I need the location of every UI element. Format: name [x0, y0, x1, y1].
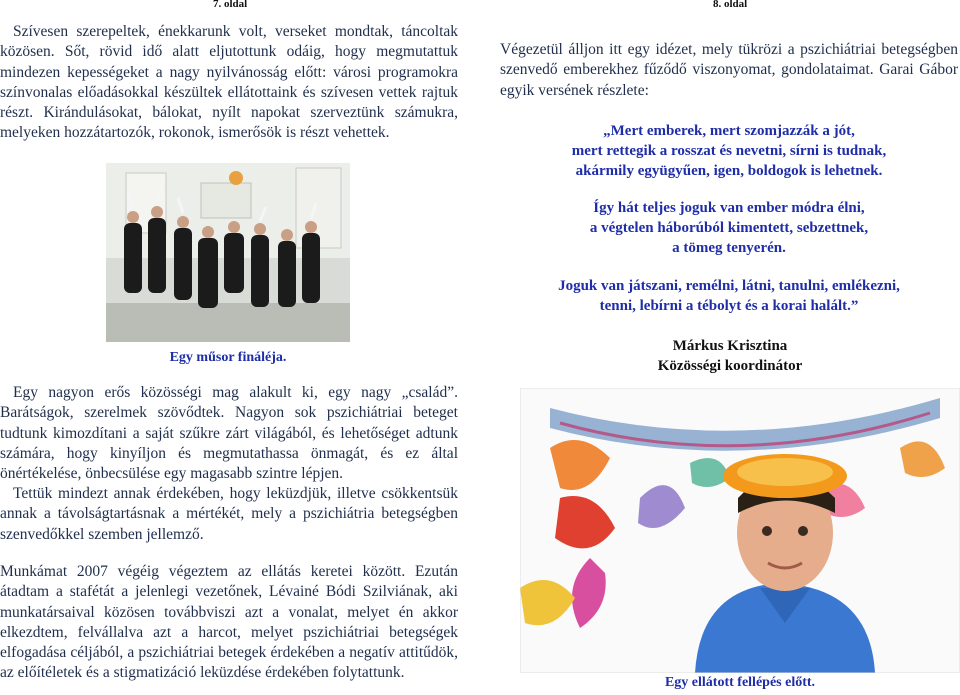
photo-finale [106, 163, 350, 342]
left-paragraph-1: Szívesen szerepeltek, énekkarunk volt, verseket mondtak, táncoltak közösen. Sőt, rövid idő alatt eljutottunk odáig, hogy megmutattuk mindezen kepességeket a nagy nyilvánosság előtt: városi programokra színvonalas előadásokkal készültek ellátottaink és szívesen vettek rajtuk részt. Kirándulásokat, bálokat, nyílt napokat szerveztünk számukra, melyeken hozzátartozók, rokonok, ismerősök is részt vehettek. [0, 23, 458, 142]
signature [580, 336, 880, 376]
poem-line: „Mert emberek, mert szomjazzák a jót, [603, 123, 855, 139]
left-paragraph-4: Munkámat 2007 végéig végeztem az ellátás keretei között. Ezután átadtam a stafétát a jelenlegi vezetőnek, Lévainé Bódi Szilviának, aki munkatársaival közösen továbbviszi azt a vonalat, melyet én akkor elkezdtem, felvállalva azt a harcot, melyet pszichiátriai betegségek elfogadása céljából, a pszichiátriai betegek érdekében a negatív attitűdök, az előítéletek és a stigmatizáció leküzdése érdekében folytattunk. [0, 563, 458, 682]
performer-portrait-image [520, 388, 960, 673]
page-number-right: 8. oldal [713, 0, 748, 10]
poem-line: tenni, lebírni a tébolyt és a korai halált.” [599, 298, 859, 314]
left-paragraph-3: Tettük mindezt annak érdekében, hogy leküzdjük, illetve csökkentsük annak a távolságtartásnak a mértékét, mely a pszichiátria betegségben szenvedőkkel szemben jellemző. [0, 485, 458, 543]
left-paragraph-2: Egy nagyon erős közösségi mag alakult ki, egy nagy „család”. Barátságok, szerelmek szövődtek. Nagyon sok pszichiátriai beteget tudtunk kimozdítani a saját szűkre zárt világából, és lehetőséget adtunk számára, hogy kinyíljon és megmutathassa önmagát, és ez által önértékelése, önbecsülése egy magasabb szintre lépjen. [0, 384, 458, 483]
poem-line: a végtelen háborúból kimentett, sebzettnek, [589, 220, 869, 236]
poem-line: Így hát teljes joguk van ember módra élni, [593, 200, 865, 216]
poem-line: Joguk van játszani, remélni, látni, tanulni, emlékezni, [558, 278, 900, 294]
poem-line: akármily együgyűen, igen, boldogok is lehetnek. [575, 163, 883, 179]
poem-line: mert rettegik a rosszat és nevetni, sírni is tudnak, [571, 143, 887, 159]
photo-performer [520, 388, 960, 673]
page-number-left: 7. oldal [213, 0, 248, 10]
group-performance-image [106, 163, 350, 342]
poem-line: a tömeg tenyerén. [672, 240, 786, 256]
poem-stanza-3 [500, 276, 958, 316]
poem-stanza-2 [500, 198, 958, 258]
poem-stanza-1 [500, 121, 958, 181]
signature-name: Márkus Krisztina [672, 338, 788, 354]
photo-performer-caption: Egy ellátott fellépés előtt. [664, 675, 816, 690]
signature-title: Közösségi koordinátor [657, 358, 803, 374]
photo-finale-caption: Egy műsor fináléja. [169, 350, 287, 365]
right-intro: Végezetül álljon itt egy idézet, mely tükrözi a pszichiátriai betegségben szenvedő emberekhez fűződő viszonyomat, gondolataimat. Garai Gábor egyik versének részlete: [500, 41, 958, 99]
